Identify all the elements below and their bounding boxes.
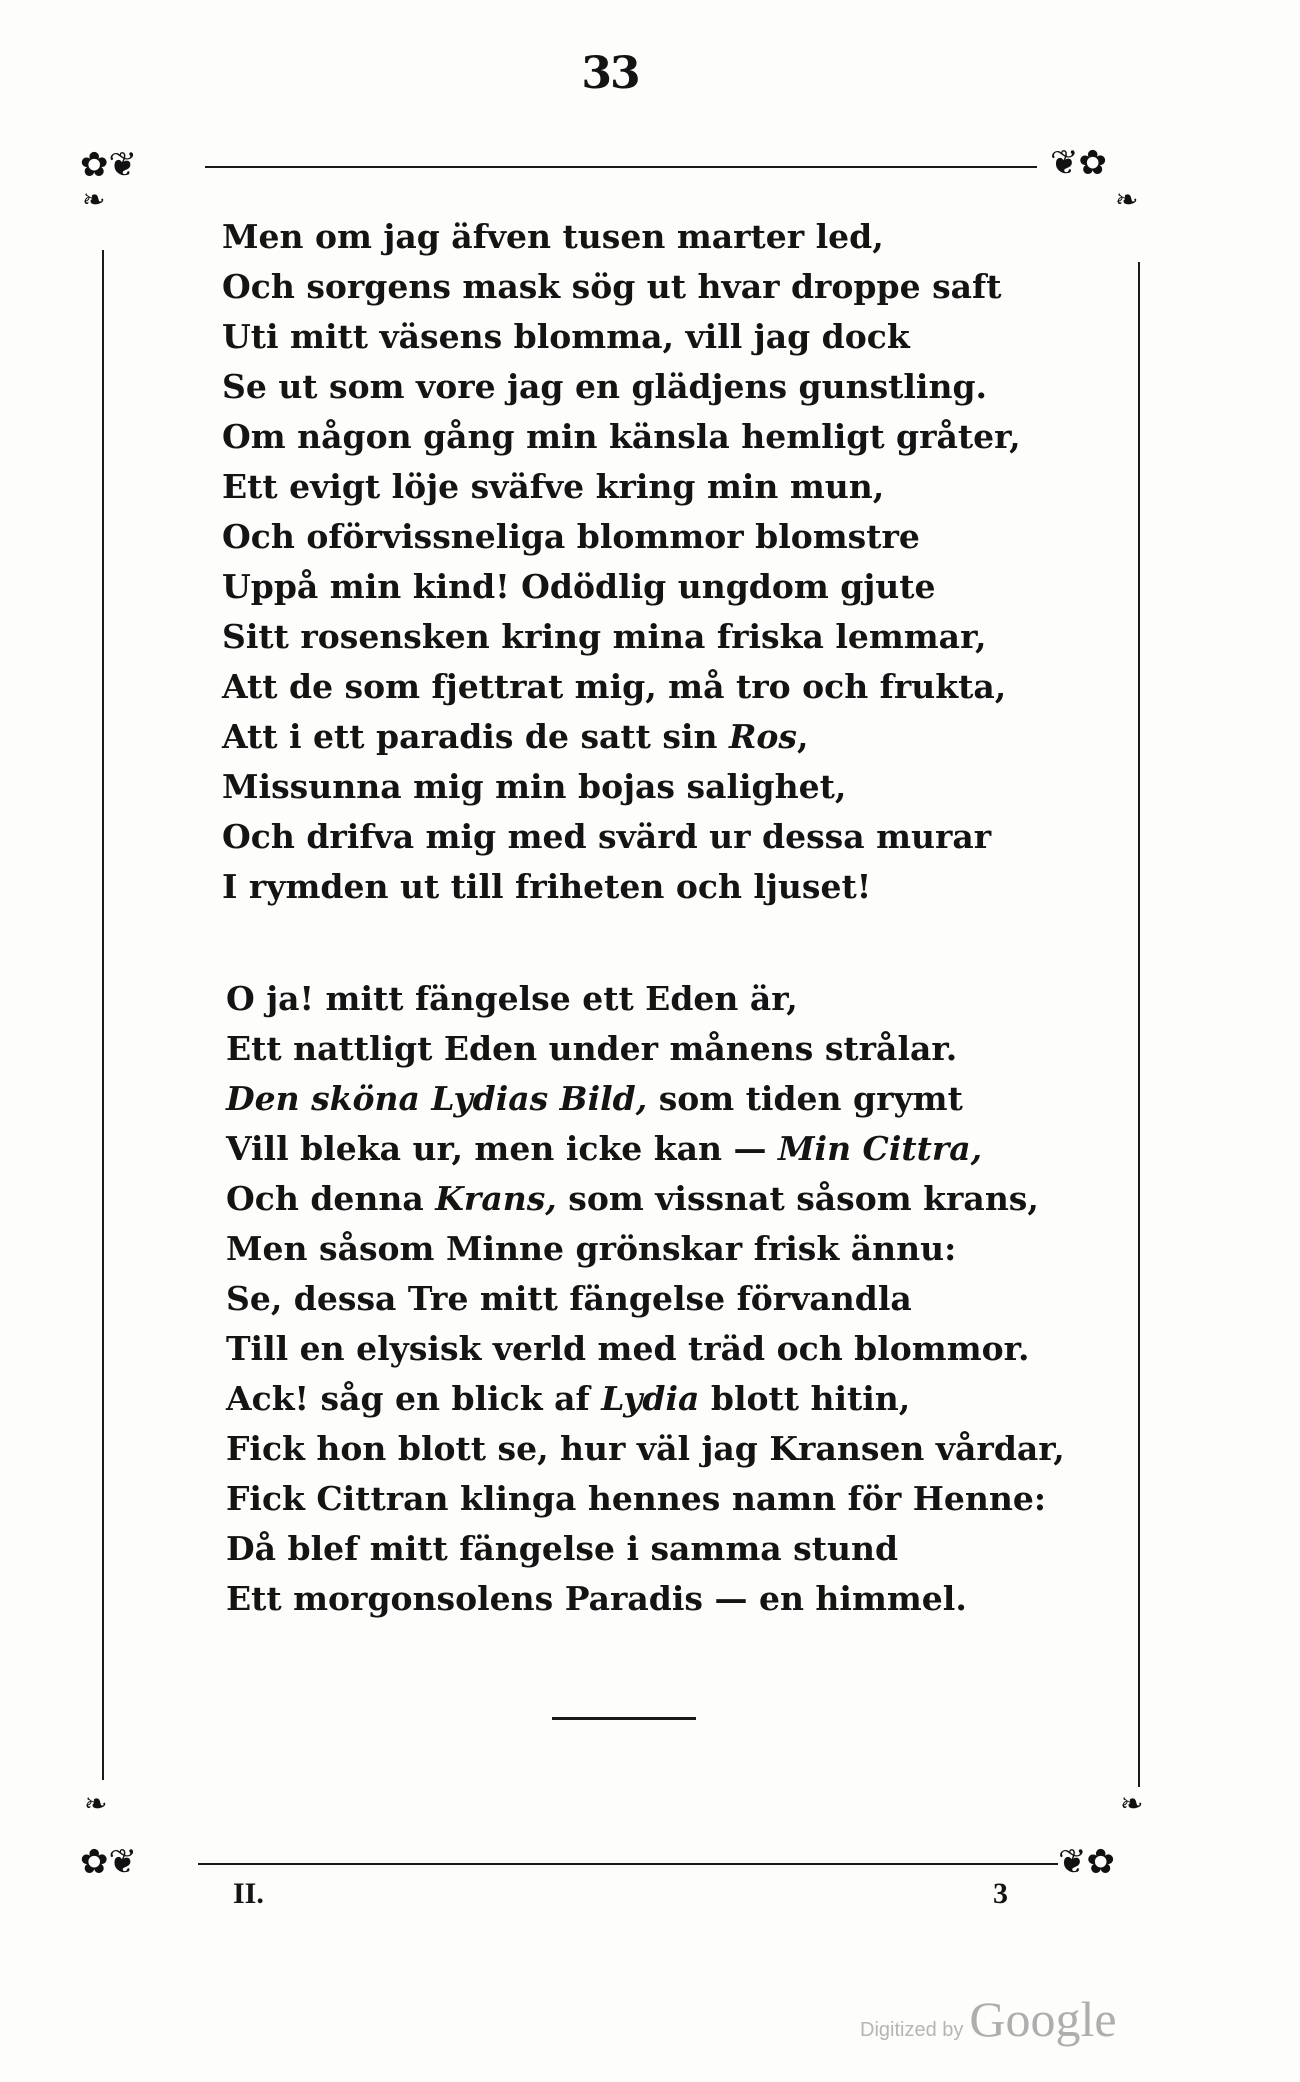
digitized-prefix: Digitized by bbox=[860, 2019, 964, 2041]
stanza-2 bbox=[226, 974, 1065, 1624]
text-segment: Men om jag äfven tusen marter led, bbox=[222, 217, 884, 256]
italic-text-segment: Lydia bbox=[601, 1379, 700, 1418]
poem-line bbox=[222, 812, 1021, 862]
text-segment: Men såsom Minne grönskar frisk ännu: bbox=[226, 1229, 957, 1268]
text-segment: Och drifva mig med svärd ur dessa murar bbox=[222, 817, 992, 856]
text-segment: Fick hon blott se, hur väl jag Kransen vårdar, bbox=[226, 1429, 1065, 1468]
floral-corner-ornament-icon: ✿❦ bbox=[80, 145, 137, 185]
poem-line bbox=[226, 974, 1065, 1024]
frame-bottom-line bbox=[198, 1863, 1058, 1865]
poem-line bbox=[222, 612, 1021, 662]
frame-top-line bbox=[205, 166, 1037, 168]
poem-line bbox=[222, 462, 1021, 512]
text-segment: Uti mitt väsens blomma, vill jag dock bbox=[222, 317, 910, 356]
text-segment: Sitt rosensken kring mina friska lemmar, bbox=[222, 617, 987, 656]
poem-line bbox=[222, 262, 1021, 312]
text-segment: Till en elysisk verld med träd och blommor. bbox=[226, 1329, 1030, 1368]
text-segment: Att i ett paradis de satt sin bbox=[222, 717, 729, 756]
digitized-watermark bbox=[860, 1990, 1117, 2050]
floral-corner-ornament-icon: ❧ bbox=[1120, 1787, 1144, 1820]
poem-line bbox=[226, 1124, 1065, 1174]
text-segment: Om någon gång min känsla hemligt gråter, bbox=[222, 417, 1021, 456]
text-segment: Se, dessa Tre mitt fängelse förvandla bbox=[226, 1279, 912, 1318]
text-segment: Och oförvissneliga blommor blomstre bbox=[222, 517, 920, 556]
poem-line bbox=[226, 1024, 1065, 1074]
text-segment: Se ut som vore jag en glädjens gunstling. bbox=[222, 367, 988, 406]
poem-line bbox=[226, 1174, 1065, 1224]
frame-right-line bbox=[1138, 262, 1140, 1787]
poem-line bbox=[222, 662, 1021, 712]
text-segment: Missunna mig min bojas salighet, bbox=[222, 767, 847, 806]
poem-line bbox=[222, 762, 1021, 812]
stanza-1 bbox=[222, 212, 1021, 912]
floral-corner-ornament-icon: ❦✿ bbox=[1058, 1842, 1115, 1882]
floral-corner-ornament-icon: ❧ bbox=[82, 183, 106, 216]
poem-line bbox=[226, 1324, 1065, 1374]
poem-line bbox=[222, 212, 1021, 262]
poem-line bbox=[226, 1374, 1065, 1424]
text-segment: , bbox=[797, 717, 809, 756]
sheet-number: 3 bbox=[993, 1877, 1008, 1910]
poem-line bbox=[226, 1574, 1065, 1624]
italic-text-segment: Min Cittra, bbox=[778, 1129, 983, 1168]
italic-text-segment: Ros bbox=[729, 717, 798, 756]
floral-corner-ornament-icon: ❧ bbox=[1115, 183, 1139, 216]
poem-line bbox=[222, 862, 1021, 912]
italic-text-segment: Krans, bbox=[435, 1179, 557, 1218]
text-segment: som vissnat såsom krans, bbox=[556, 1179, 1039, 1218]
text-segment: Fick Cittran klinga hennes namn för Henne: bbox=[226, 1479, 1047, 1518]
text-segment: I rymden ut till friheten och ljuset! bbox=[222, 867, 872, 906]
poem-line bbox=[226, 1074, 1065, 1124]
text-segment: Vill bleka ur, men icke kan — bbox=[226, 1129, 779, 1168]
floral-corner-ornament-icon: ❧ bbox=[84, 1787, 108, 1820]
text-segment: blott hitin, bbox=[699, 1379, 911, 1418]
signature-mark: II. bbox=[233, 1877, 264, 1910]
floral-corner-ornament-icon: ❦✿ bbox=[1050, 143, 1107, 183]
page-number: 33 bbox=[581, 48, 639, 99]
poem-line bbox=[226, 1524, 1065, 1574]
text-segment: Och denna bbox=[226, 1179, 436, 1218]
text-segment: Och sorgens mask sög ut hvar droppe saft bbox=[222, 267, 1002, 306]
poem-line bbox=[222, 712, 1021, 762]
google-logo: Google bbox=[969, 1991, 1117, 2047]
floral-corner-ornament-icon: ✿❦ bbox=[80, 1842, 137, 1882]
text-segment: som tiden grymt bbox=[647, 1079, 963, 1118]
text-segment: Ett nattligt Eden under månens strålar. bbox=[226, 1029, 958, 1068]
poem-line bbox=[222, 362, 1021, 412]
divider-rule bbox=[552, 1717, 696, 1720]
poem-line bbox=[226, 1274, 1065, 1324]
frame-left-line bbox=[102, 250, 104, 1780]
poem-line bbox=[222, 512, 1021, 562]
text-segment: Då blef mitt fängelse i samma stund bbox=[226, 1529, 899, 1568]
poem-line bbox=[226, 1224, 1065, 1274]
italic-text-segment: Den sköna Lydias Bild, bbox=[226, 1079, 648, 1118]
poem-line bbox=[222, 312, 1021, 362]
poem-line bbox=[222, 412, 1021, 462]
text-segment: O ja! mitt fängelse ett Eden är, bbox=[226, 979, 798, 1018]
poem-line bbox=[226, 1474, 1065, 1524]
text-segment: Att de som fjettrat mig, må tro och frukta, bbox=[222, 667, 1007, 706]
text-segment: Ett morgonsolens Paradis — en himmel. bbox=[226, 1579, 967, 1618]
poem-line bbox=[226, 1424, 1065, 1474]
text-segment: Uppå min kind! Odödlig ungdom gjute bbox=[222, 567, 936, 606]
poem-line bbox=[222, 562, 1021, 612]
text-segment: Ett evigt löje sväfve kring min mun, bbox=[222, 467, 885, 506]
text-segment: Ack! såg en blick af bbox=[226, 1379, 602, 1418]
